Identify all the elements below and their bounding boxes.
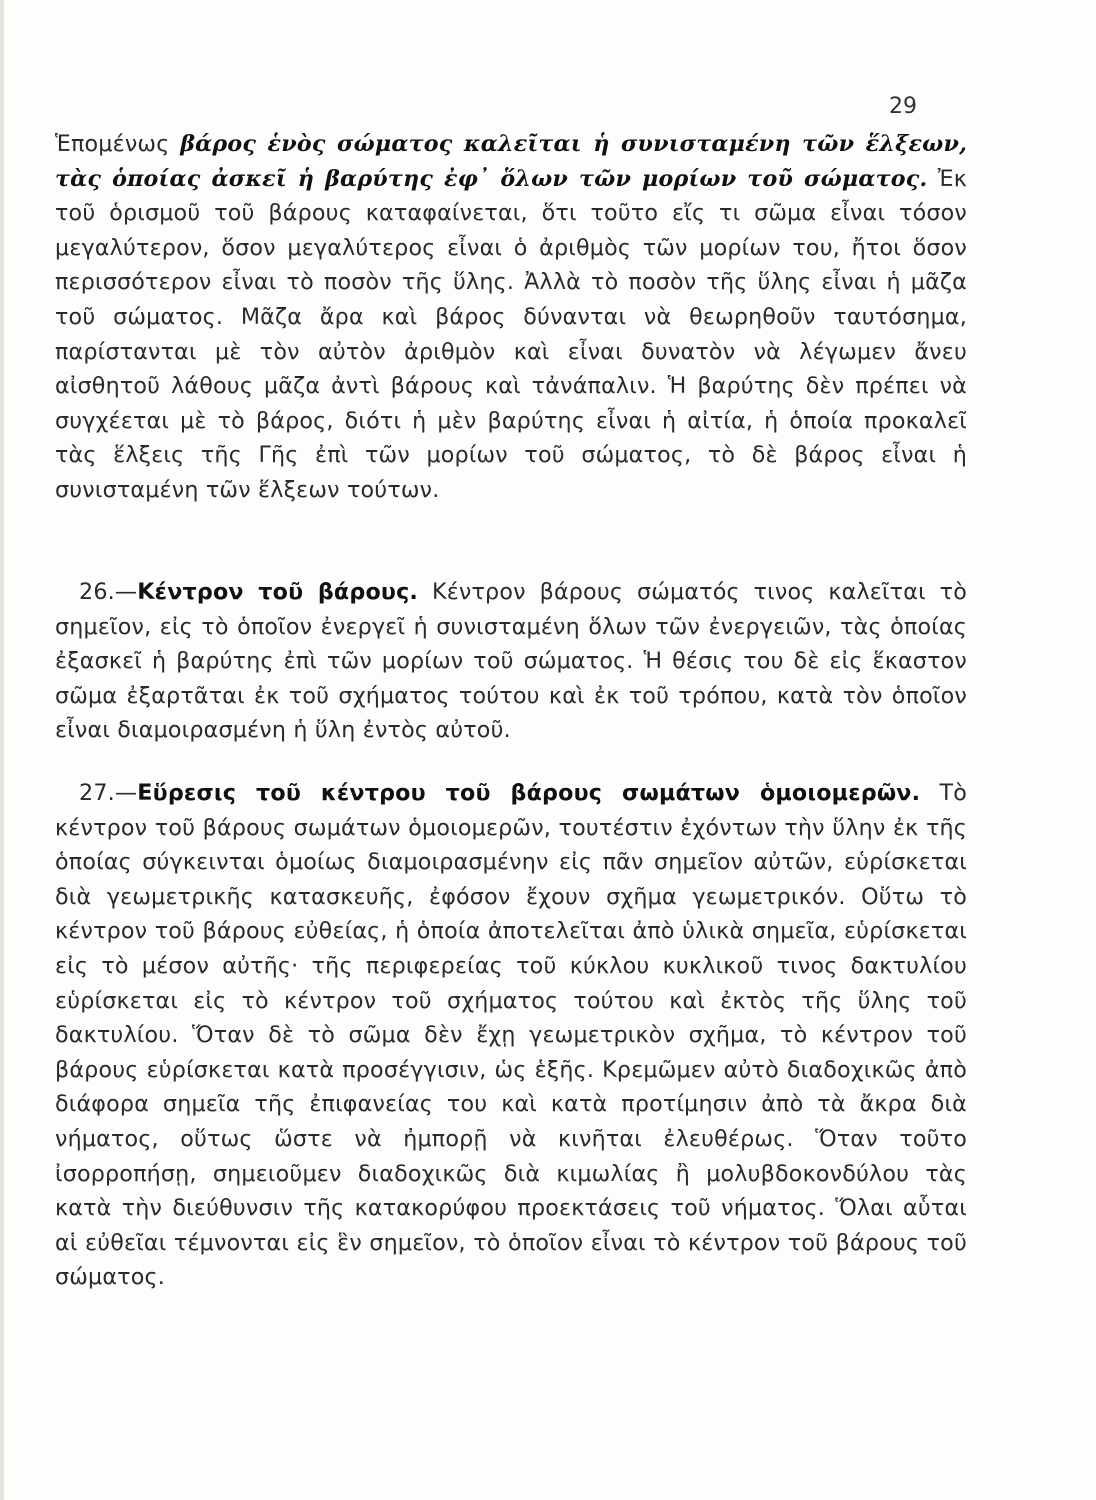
section-26-center-of-gravity: [55, 575, 967, 748]
section-body: Κέντρον βάρους σώματός τινος καλεῖται τὸ σημεῖον, εἰς τὸ ὁποῖον ἐνεργεῖ ἡ συνισταμένη ὅλων τῶν ἐνεργειῶν, τὰς ὁποίας ἐξασκεῖ ἡ βαρύτης ἐπὶ τῶν μορίων τοῦ σώματος. Ἡ θέσις του δὲ εἰς ἕκαστον σῶμα ἐξαρτᾶται ἐκ τοῦ σχήματος τούτου καὶ ἐκ τοῦ τρόπου, κατὰ τὸν ὁποῖον εἶναι διαμοιρασμένη ἡ ὕλη ἐντὸς αὐτοῦ.: [55, 579, 967, 744]
section-heading: Εὕρεσις τοῦ κέντρου τοῦ βάρους σωμάτων ὁμοιομερῶν.: [137, 780, 921, 806]
section-number: 26.—: [79, 579, 138, 605]
paragraph-body: Ἐκ τοῦ ὁρισμοῦ τοῦ βάρους καταφαίνεται, ὅτι τοῦτο εἴς τι σῶμα εἶναι τόσον μεγαλύτερον, ὅσον μεγαλύτερος εἶναι ὁ ἀριθμὸς τῶν μορίων του, ἤτοι ὅσον περισσότερον εἶναι τὸ ποσὸν τῆς ὕλης. Ἀλλὰ τὸ ποσὸν τῆς ὕλης εἶναι ἡ μᾶζα τοῦ σώματος. Μᾶζα ἄρα καὶ βάρος δύνανται νὰ θεωρηθοῦν ταυτόσημα, παρίστανται μὲ τὸν αὐτὸν ἀριθμὸν καὶ εἶναι δυνατὸν νὰ λέγωμεν ἄνευ αἰσθητοῦ λάθους μᾶζα ἀντὶ βάρους καὶ τἀνάπαλιν. Ἡ βαρύτης δὲν πρέπει νὰ συγχέεται μὲ τὸ βάρος, διότι ἡ μὲν βαρύτης εἶναι ἡ αἰτία, ἡ ὁποία προκαλεῖ τὰς ἕλξεις τῆς Γῆς ἐπὶ τῶν μορίων τοῦ σώματος, τὸ δὲ βάρος εἶναι ἡ συνισταμένη τῶν ἕλξεων τούτων.: [55, 165, 967, 503]
section-number: 27.—: [79, 780, 138, 806]
paragraph-lead: Ἑπομένως: [55, 131, 181, 157]
section-body: Τὸ κέντρον τοῦ βάρους σωμάτων ὁμοιομερῶν, τουτέστιν ἐχόντων τὴν ὕλην ἐκ τῆς ὁποίας σύγκεινται ὁμοίως διαμοιρασμένην εἰς πᾶν σημεῖον αὐτῶν, εὑρίσκεται διὰ γεωμετρικῆς κατασκευῆς, ἐφόσον ἔχουν σχῆμα γεωμετρικόν. Οὕτω τὸ κέντρον τοῦ βάρους εὐθείας, ἡ ὁποία ἀποτελεῖται ἀπὸ ὑλικὰ σημεῖα, εὑρίσκεται εἰς τὸ μέσον αὐτῆς· τῆς περιφερείας τοῦ κύκλου κυκλικοῦ τινος δακτυλίου εὑρίσκεται εἰς τὸ κέντρον τοῦ σχήματος τούτου καὶ ἐκτὸς τῆς ὕλης τοῦ δακτυλίου. Ὅταν δὲ τὸ σῶμα δὲν ἔχῃ γεωμετρικὸν σχῆμα, τὸ κέντρον τοῦ βάρους εὑρίσκεται κατὰ προσέγγισιν, ὡς ἑξῆς. Κρεμῶμεν αὐτὸ διαδοχικῶς ἀπὸ διάφορα σημεῖα τῆς ἐπιφανείας του καὶ κατὰ προτίμησιν ἀπὸ τὰ ἄκρα διὰ νήματος, οὕτως ὥστε νὰ ἠμπορῇ νὰ κινῆται ἐλευθέρως. Ὅταν τοῦτο ἰσορροπήσῃ, σημειοῦμεν διαδοχικῶς διὰ κιμωλίας ἢ μολυβδοκονδύλου τὰς κατὰ τὴν διεύθυνσιν τῆς κατακορύφου προεκτάσεις τοῦ νήματος. Ὅλαι αὗται αἱ εὐθεῖαι τέμνονται εἰς ἓν σημεῖον, τὸ ὁποῖον εἶναι τὸ κέντρον τοῦ βάρους τοῦ σώματος.: [55, 780, 968, 1291]
weight-definition-emphasis: βάρος ἑνὸς σώματος καλεῖται ἡ συνισταμένη τῶν ἕλξεων, τὰς ὁποίας ἀσκεῖ ἡ βαρύτης ἐφ᾽ ὅλων τῶν μορίων τοῦ σώματος.: [55, 131, 968, 192]
section-heading: Κέντρον τοῦ βάρους.: [137, 579, 419, 605]
section-27-finding-center-of-gravity: [55, 776, 967, 1295]
page-number: 29: [889, 94, 917, 119]
paragraph-weight-definition: [55, 127, 967, 508]
